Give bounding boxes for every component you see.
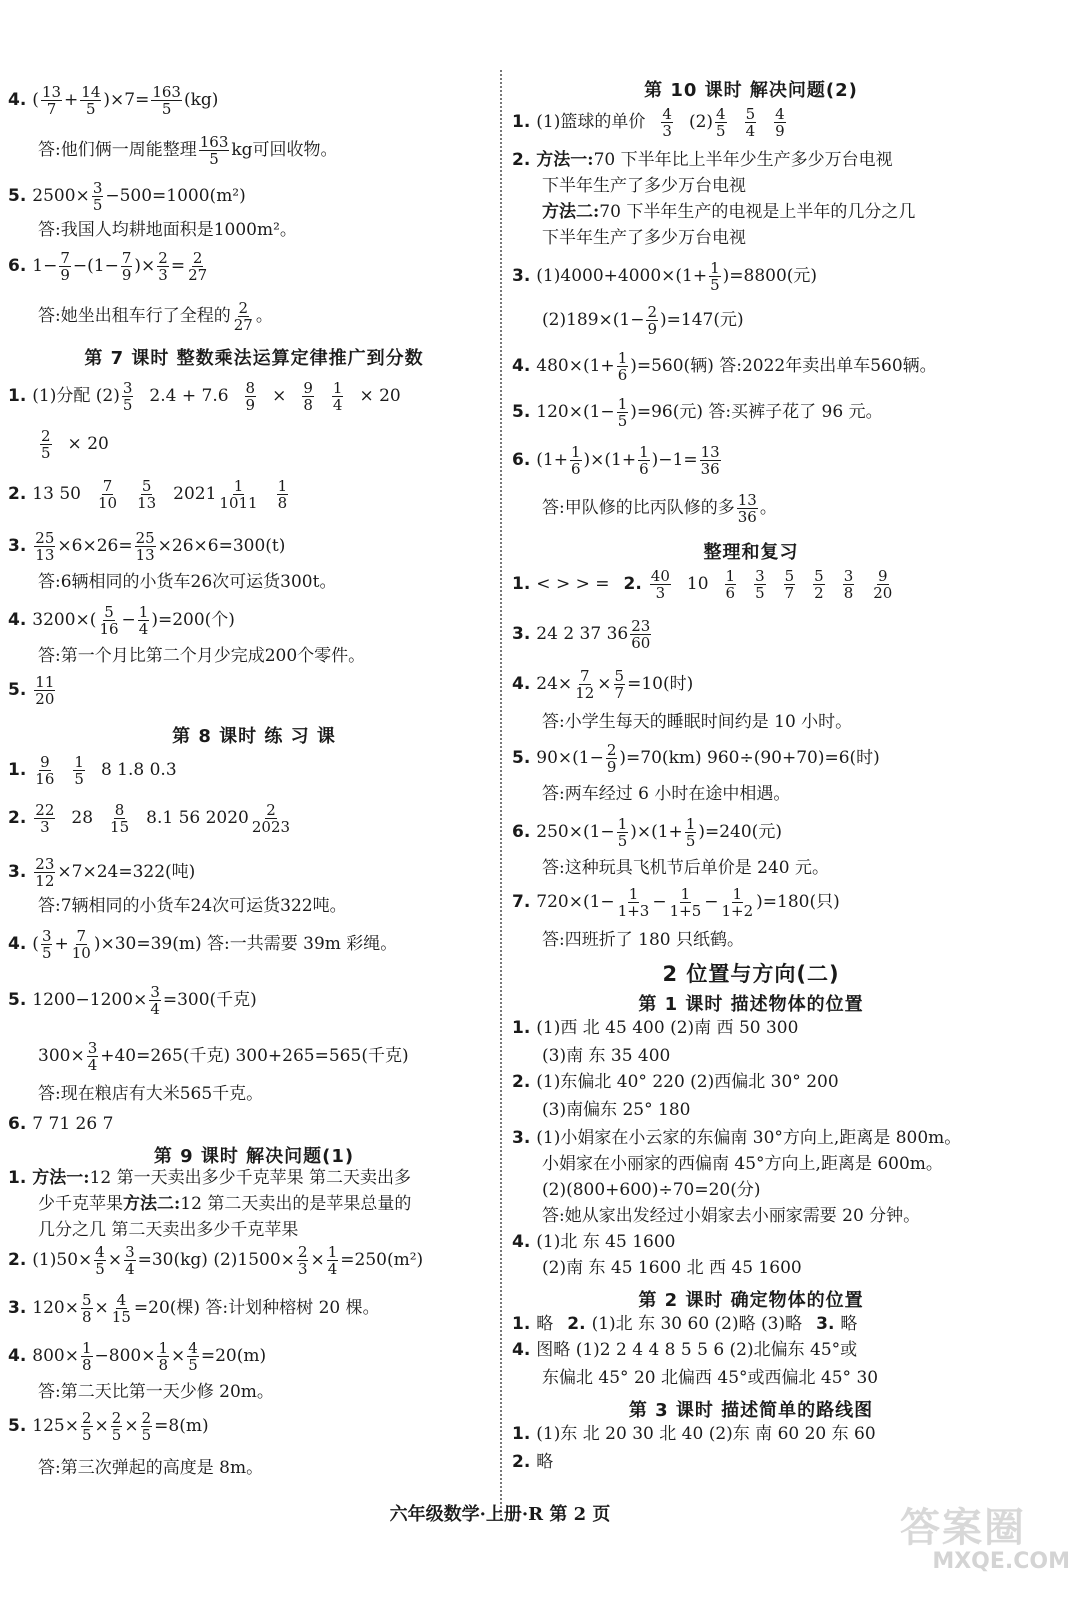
answer-line: 答:6辆相同的小货车26次可运货300t。 (38, 572, 337, 592)
answer-line: 2. 方法一: 70 下半年比上半年少生产多少万台电视 (512, 150, 893, 170)
unit-heading: 2 位置与方向(二) (662, 962, 840, 986)
fraction: $\frac{7}{10}$ (71, 927, 91, 963)
answer-line: 4. ( 3 5 + $\frac{7}{10}$ )×30=39(m) 答:一共需要 39m 彩绳。 (8, 927, 398, 963)
fraction: 9 8 (303, 379, 313, 415)
fraction: $\frac{2}{3}$ (158, 249, 168, 285)
answer-line: 答:他们俩一周能整理 163 5 kg可回收物。 (38, 133, 338, 169)
fraction: $\frac{1}{6}$ (571, 443, 581, 479)
answer-line: 4. ( 13 7 + $\frac{14}{5}$ )×7= $\frac{163}{5}$ (kg) (8, 83, 219, 119)
fraction: $\frac{4}{5}$ (95, 1243, 105, 1279)
fraction: $\frac{2}{9}$ (647, 303, 658, 339)
fraction: 23 60 (631, 617, 651, 653)
fraction: $\frac{163}{5}$ (152, 83, 181, 119)
answer-line: 5. 90×(1− $\frac{2}{9}$ )=70(km) 960÷(90+70)=6(时) (512, 741, 880, 777)
fraction: 1 1011 (219, 477, 258, 513)
answer-line: 4. (1)北 东 45 1600 (512, 1232, 676, 1252)
answer-line: 答:这种玩具飞机节后单价是 240 元。 (542, 858, 829, 878)
answer-line: 1. 方法一: 12 第一天卖出多少千克苹果 第二天卖出多 (8, 1168, 412, 1188)
fraction: $\frac{25}{13}$ (35, 529, 55, 565)
fraction: $\frac{1}{1+5}$ (669, 885, 702, 921)
fraction: 5 13 (137, 477, 157, 513)
fraction: $\frac{2}{5}$ (111, 1409, 122, 1445)
answer-line: (3)南 东 35 400 (542, 1046, 671, 1066)
fraction: $\frac{1}{8}$ (82, 1339, 92, 1375)
fraction: 1 6 (725, 567, 736, 603)
answer-line: 答:小学生每天的睡眠时间约是 10 小时。 (542, 712, 853, 732)
fraction: 9 20 (873, 567, 893, 603)
fraction: 5 4 (745, 105, 756, 141)
fraction: 4 9 (775, 105, 785, 141)
lesson-heading: 第 2 课时 确定物体的位置 (638, 1290, 864, 1311)
fraction: 2 27 (233, 299, 253, 335)
answer-line: 6. 7 71 26 7 (8, 1114, 114, 1134)
fraction: $\frac{4}{15}$ (111, 1291, 131, 1327)
fraction: 13 36 (737, 491, 757, 527)
lesson-heading: 第 7 课时 整数乘法运算定律推广到分数 (84, 348, 424, 369)
answer-line: 5. 2500× $\frac{3}{5}$ −500=1000(m²) (8, 179, 246, 215)
fraction: 22 3 (35, 801, 55, 837)
fraction: $\frac{3}{4}$ (125, 1243, 135, 1279)
answer-line: (2)南 东 45 1600 北 西 45 1600 (542, 1258, 802, 1278)
answer-line: 3. (1)小娟家在小云家的东偏南 30°方向上,距离是 800m。 (512, 1128, 962, 1148)
fraction: 8 15 (110, 801, 130, 837)
fraction: $\frac{1}{5}$ (617, 395, 628, 431)
answer-line: 2. (1)50× $\frac{4}{5}$ × $\frac{3}{4}$ =30(kg) (2)1500× $\frac{2}{3}$ × $\frac{1}{4}$ =250(m²) (8, 1243, 424, 1279)
answer-line: (2)189×(1− $\frac{2}{9}$ )=147(元) (542, 303, 744, 339)
lesson-heading: 第 1 课时 描述物体的位置 (638, 994, 864, 1015)
answer-line: 5. 11 20 (8, 673, 55, 709)
fraction: 1 8 (277, 477, 288, 513)
lesson-heading: 第 9 课时 解决问题(1) (153, 1146, 355, 1167)
fraction: 4 5 (716, 105, 726, 141)
fraction: 4 3 (662, 105, 672, 141)
answer-line: 答:第三次弹起的高度是 8m。 (38, 1458, 264, 1478)
column-divider (500, 70, 502, 1520)
answer-line: 1. (1)分配 (2) 3 5 2.4 + 7.6 8 9 × 9 8 1 4 × 20 (8, 379, 401, 415)
fraction: $\frac{7}{12}$ (575, 667, 595, 703)
fraction: $\frac{25}{13}$ (135, 529, 155, 565)
answer-line: 东偏北 45° 20 北偏西 45°或西偏北 45° 30 (542, 1368, 879, 1388)
fraction: $\frac{3}{4}$ (87, 1039, 98, 1075)
answer-line: 4. 480×(1+ $\frac{1}{6}$ )=560(辆) 答:2022年卖出单车560辆。 (512, 349, 937, 385)
fraction: $\frac{1}{1+2}$ (721, 885, 754, 921)
answer-line: 答:她从家出发经过小娟家去小丽家需要 20 分钟。 (542, 1206, 921, 1226)
fraction: $\frac{1}{1+3}$ (617, 885, 650, 921)
fraction: $\frac{1}{5}$ (710, 259, 720, 295)
answer-line: 7. 720×(1− $\frac{1}{1+3}$ − $\frac{1}{1+5}$ − $\frac{1}{1+2}$ )=180(只) (512, 885, 840, 921)
answer-line: 4. 3200×( 5 16 − $\frac{1}{4}$ )=200(个) (8, 603, 235, 639)
fraction: 3 5 (122, 379, 133, 415)
answer-line: 1. (1)西 北 45 400 (2)南 西 50 300 (512, 1018, 799, 1038)
lesson-heading: 第 8 课时 练 习 课 (172, 726, 336, 747)
answer-line: 5. 125× $\frac{2}{5}$ × $\frac{2}{5}$ × $\frac{2}{5}$ =8(m) (8, 1409, 209, 1445)
answer-line: 1. 略 2. (1)北 东 30 60 (2)略 (3)略 3. 略 (512, 1314, 858, 1334)
section-heading: 整理和复习 (703, 542, 799, 563)
fraction: 11 20 (35, 673, 55, 709)
answer-line: 答:7辆相同的小货车24次可运货322吨。 (38, 896, 347, 916)
answer-line: 答:甲队修的比丙队修的多 13 36 。 (542, 491, 777, 527)
answer-line: 1. 9 16 1 5 8 1.8 0.3 (8, 753, 177, 789)
answer-line: 1. (1)东 北 20 30 北 40 (2)东 南 60 20 东 60 (512, 1424, 876, 1444)
fraction: 3 5 (41, 927, 52, 963)
answer-line: 6. 1− $\frac{7}{9}$ −(1− $\frac{7}{9}$ )× $\frac{2}{3}$ = $\frac{2}{27}$ (8, 249, 208, 285)
answer-line: 4. 图略 (1)2 2 4 4 8 5 5 6 (2)北偏东 45°或 (512, 1340, 858, 1360)
watermark-logo: 答案圈 MXQE.COM (900, 1505, 1070, 1574)
fraction: $\frac{1}{5}$ (685, 815, 696, 851)
fraction: 163 5 (199, 133, 229, 169)
fraction: $\frac{13}{36}$ (700, 443, 720, 479)
answer-line: 3. $\frac{23}{12}$ ×7×24=322(吨) (8, 855, 196, 891)
answer-line: 下半年生产了多少万台电视 (542, 176, 746, 196)
fraction: $\frac{4}{5}$ (188, 1339, 198, 1375)
fraction: 3 8 (843, 567, 854, 603)
fraction: $\frac{2}{5}$ (82, 1409, 92, 1445)
fraction: 5 16 (99, 603, 119, 639)
answer-line: 答:我国人均耕地面积是1000m²。 (38, 220, 297, 240)
fraction: $\frac{1}{4}$ (138, 603, 149, 639)
answer-line: 下半年生产了多少万台电视 (542, 228, 746, 248)
answer-line: 3. $\frac{25}{13}$ ×6×26= $\frac{25}{13}$ ×26×6=300(t) (8, 529, 286, 565)
answer-line: 答:两车经过 6 小时在途中相遇。 (542, 784, 791, 804)
fraction: $\frac{1}{8}$ (158, 1339, 169, 1375)
answer-line: 2 5 × 20 (41, 427, 109, 463)
answer-line: 2. 略 (512, 1452, 554, 1472)
fraction: $\frac{7}{9}$ (60, 249, 70, 285)
answer-line: 几分之几 第二天卖出多少千克苹果 (38, 1220, 299, 1240)
fraction: 9 16 (35, 753, 55, 789)
answer-line: 3. (1)4000+4000×(1+ $\frac{1}{5}$ )=8800(元) (512, 259, 818, 295)
answer-line: (2)(800+600)÷70=20(分) (542, 1180, 761, 1200)
fraction: $\frac{3}{5}$ (92, 179, 103, 215)
fraction: 13 7 (41, 83, 62, 119)
answer-line: 少千克苹果 方法二: 12 第二天卖出的是苹果总量的 (38, 1194, 412, 1214)
answer-line: 1. (1)篮球的单价 4 3 (2) 4 5 5 4 4 9 (512, 105, 785, 141)
answer-line: 300× $\frac{3}{4}$ +40=265(千克) 300+265=565(千克) (38, 1039, 409, 1075)
fraction: $\frac{1}{6}$ (639, 443, 649, 479)
fraction: $\frac{2}{9}$ (606, 741, 617, 777)
fraction: 3 5 (755, 567, 765, 603)
fraction: $\frac{5}{7}$ (614, 667, 625, 703)
fraction: 7 10 (97, 477, 118, 513)
fraction: 1 5 (74, 753, 84, 789)
answer-line: 方法二: 70 下半年生产的电视是上半年的几分之几 (542, 202, 916, 222)
fraction: $\frac{1}{4}$ (327, 1243, 338, 1279)
fraction: $\frac{1}{6}$ (617, 349, 628, 385)
fraction: $\frac{2}{5}$ (141, 1409, 152, 1445)
fraction: 5 7 (784, 567, 795, 603)
lesson-heading: 第 3 课时 描述简单的路线图 (628, 1400, 874, 1421)
fraction: $\frac{23}{12}$ (35, 855, 55, 891)
answer-line: 小娟家在小丽家的西偏南 45°方向上,距离是 600m。 (542, 1154, 943, 1174)
answer-line: 2. 22 3 28 8 15 8.1 56 2020 2 2023 (8, 801, 291, 837)
answer-line: 答:现在粮店有大米565千克。 (38, 1084, 264, 1104)
fraction: 8 9 (245, 379, 256, 415)
answer-line: 答:她坐出租车行了全程的 2 27 。 (38, 299, 273, 335)
answer-line: 3. 120× $\frac{5}{8}$ × $\frac{4}{15}$ =20(棵) 答:计划种榕树 20 棵。 (8, 1291, 380, 1327)
answer-line: 答:第二天比第一天少修 20m。 (38, 1382, 274, 1402)
fraction: $\frac{7}{9}$ (121, 249, 132, 285)
fraction: 5 2 (814, 567, 824, 603)
fraction: $\frac{2}{3}$ (297, 1243, 308, 1279)
fraction: $\frac{3}{4}$ (150, 983, 160, 1019)
answer-line: (3)南偏东 25° 180 (542, 1100, 691, 1120)
answer-line: 答:第一个月比第二个月少完成200个零件。 (38, 646, 366, 666)
answer-line: 6. (1+ $\frac{1}{6}$ )×(1+ $\frac{1}{6}$ )−1= $\frac{13}{36}$ (512, 443, 720, 479)
answer-line: 答:四班折了 180 只纸鹤。 (542, 930, 744, 950)
answer-line: 3. 24 2 37 36 23 60 (512, 617, 651, 653)
fraction: $\frac{1}{5}$ (617, 815, 628, 851)
fraction: 2 2023 (251, 801, 291, 837)
answer-line: 2. 13 50 7 10 5 13 2021 1 1011 1 8 (8, 477, 288, 513)
answer-line: 4. 24× $\frac{7}{12}$ × $\frac{5}{7}$ =10(时) (512, 667, 694, 703)
answer-line: 4. 800× $\frac{1}{8}$ −800× $\frac{1}{8}$ × $\frac{4}{5}$ =20(m) (8, 1339, 267, 1375)
fraction: 2 5 (41, 427, 51, 463)
answer-line: 5. 120×(1− $\frac{1}{5}$ )=96(元) 答:买裤子花了 96 元。 (512, 395, 883, 431)
fraction: 1 4 (332, 379, 343, 415)
answer-line: 2. (1)东偏北 40° 220 (2)西偏北 30° 200 (512, 1072, 839, 1092)
fraction: $\frac{2}{27}$ (188, 249, 208, 285)
answer-line: 5. 1200−1200× $\frac{3}{4}$ =300(千克) (8, 983, 257, 1019)
lesson-heading: 第 10 课时 解决问题(2) (644, 80, 858, 101)
answer-line: 1. < > > = 2. 40 3 10 1 6 3 5 5 7 5 2 3 8 9 20 (512, 567, 893, 603)
fraction: $\frac{5}{8}$ (82, 1291, 92, 1327)
fraction: $\frac{14}{5}$ (81, 83, 101, 119)
answer-line: 6. 250×(1− $\frac{1}{5}$ )×(1+ $\frac{1}{5}$ )=240(元) (512, 815, 782, 851)
fraction: 40 3 (650, 567, 670, 603)
page-footer: 六年级数学·上册·R 第 2 页 (389, 1504, 611, 1525)
